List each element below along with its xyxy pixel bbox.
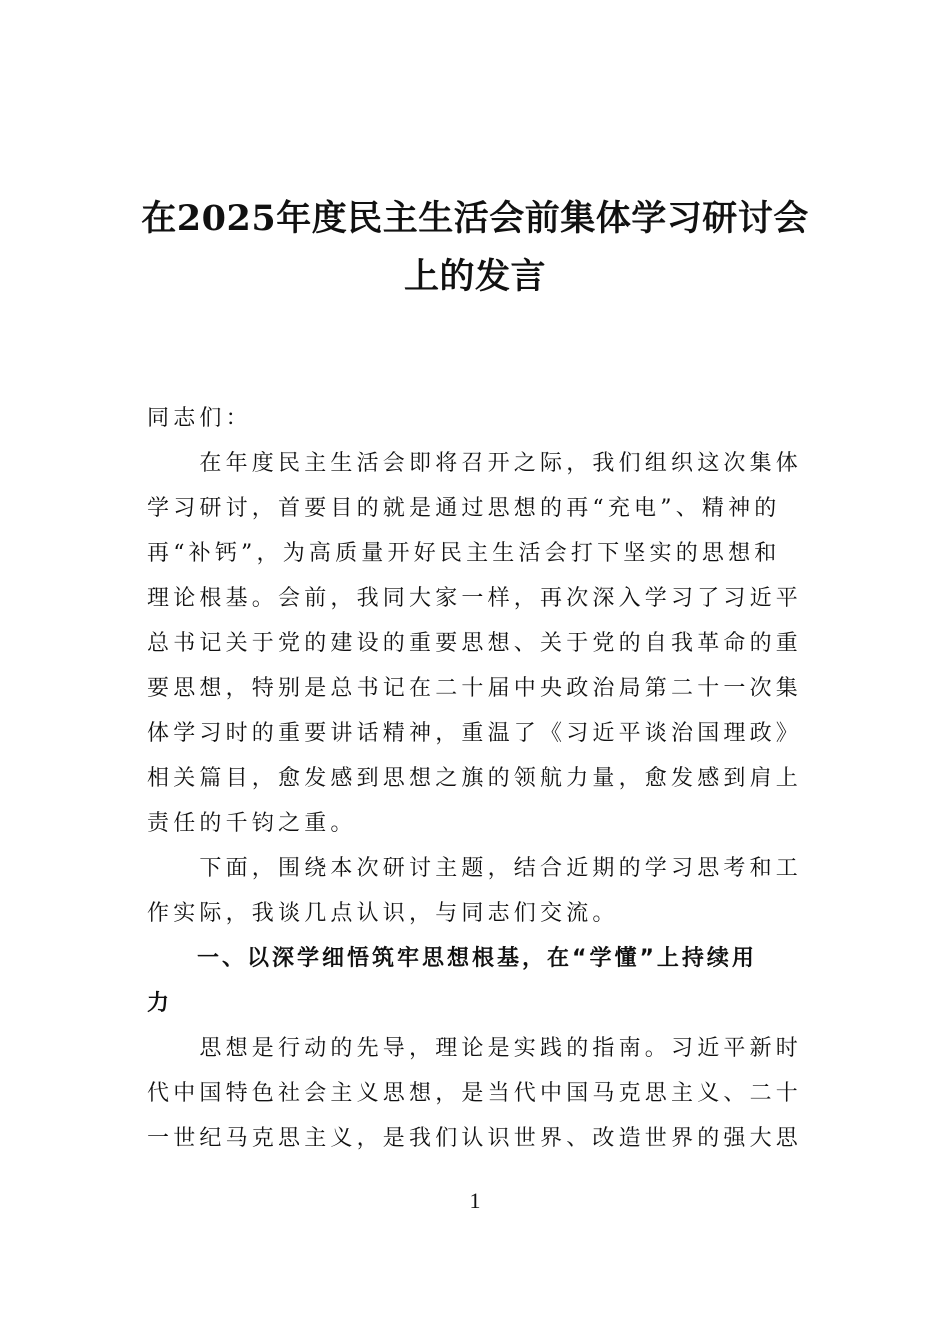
- section-heading-line-1: 一、以深学细悟筑牢思想根基，在“学懂”上持续用: [147, 946, 757, 971]
- paragraph-line: 责任的千钧之重。: [147, 811, 357, 836]
- document-body: [147, 396, 807, 1161]
- paragraph-line: 相关篇目，愈发感到思想之旗的领航力量，愈发感到肩上: [147, 766, 803, 791]
- paragraph-line: 在年度民主生活会即将召开之际，我们组织这次集体: [147, 451, 803, 476]
- paragraph-line: 思想是行动的先导，理论是实践的指南。习近平新时: [147, 1036, 803, 1061]
- paragraph-line: 体学习时的重要讲话精神，重温了《习近平谈治国理政》: [147, 721, 803, 746]
- paragraph-line: 理论根基。会前，我同大家一样，再次深入学习了习近平: [147, 586, 803, 611]
- paragraph-line: 一世纪马克思主义，是我们认识世界、改造世界的强大思: [147, 1126, 803, 1151]
- paragraph-line: 要思想，特别是总书记在二十届中央政治局第二十一次集: [147, 676, 803, 701]
- section-heading-line-2: 力: [147, 991, 173, 1016]
- paragraph-line: 再“补钙”，为高质量开好民主生活会打下坚实的思想和: [147, 541, 781, 566]
- paragraph-line: 总书记关于党的建设的重要思想、关于党的自我革命的重: [147, 631, 803, 656]
- title-line-1: 在2025年度民主生活会前集体学习研讨会: [141, 198, 809, 239]
- page-number: 1: [469, 1188, 481, 1213]
- document-title: [130, 190, 820, 306]
- paragraph-line: 代中国特色社会主义思想，是当代中国马克思主义、二十: [147, 1081, 803, 1106]
- salutation: 同志们：: [147, 406, 252, 431]
- paragraph-line: 作实际，我谈几点认识，与同志们交流。: [147, 901, 619, 926]
- title-line-2: 上的发言: [403, 256, 546, 297]
- paragraph-line: 下面，围绕本次研讨主题，结合近期的学习思考和工: [147, 856, 803, 881]
- paragraph-line: 学习研讨，首要目的就是通过思想的再“充电”、精神的: [147, 496, 781, 521]
